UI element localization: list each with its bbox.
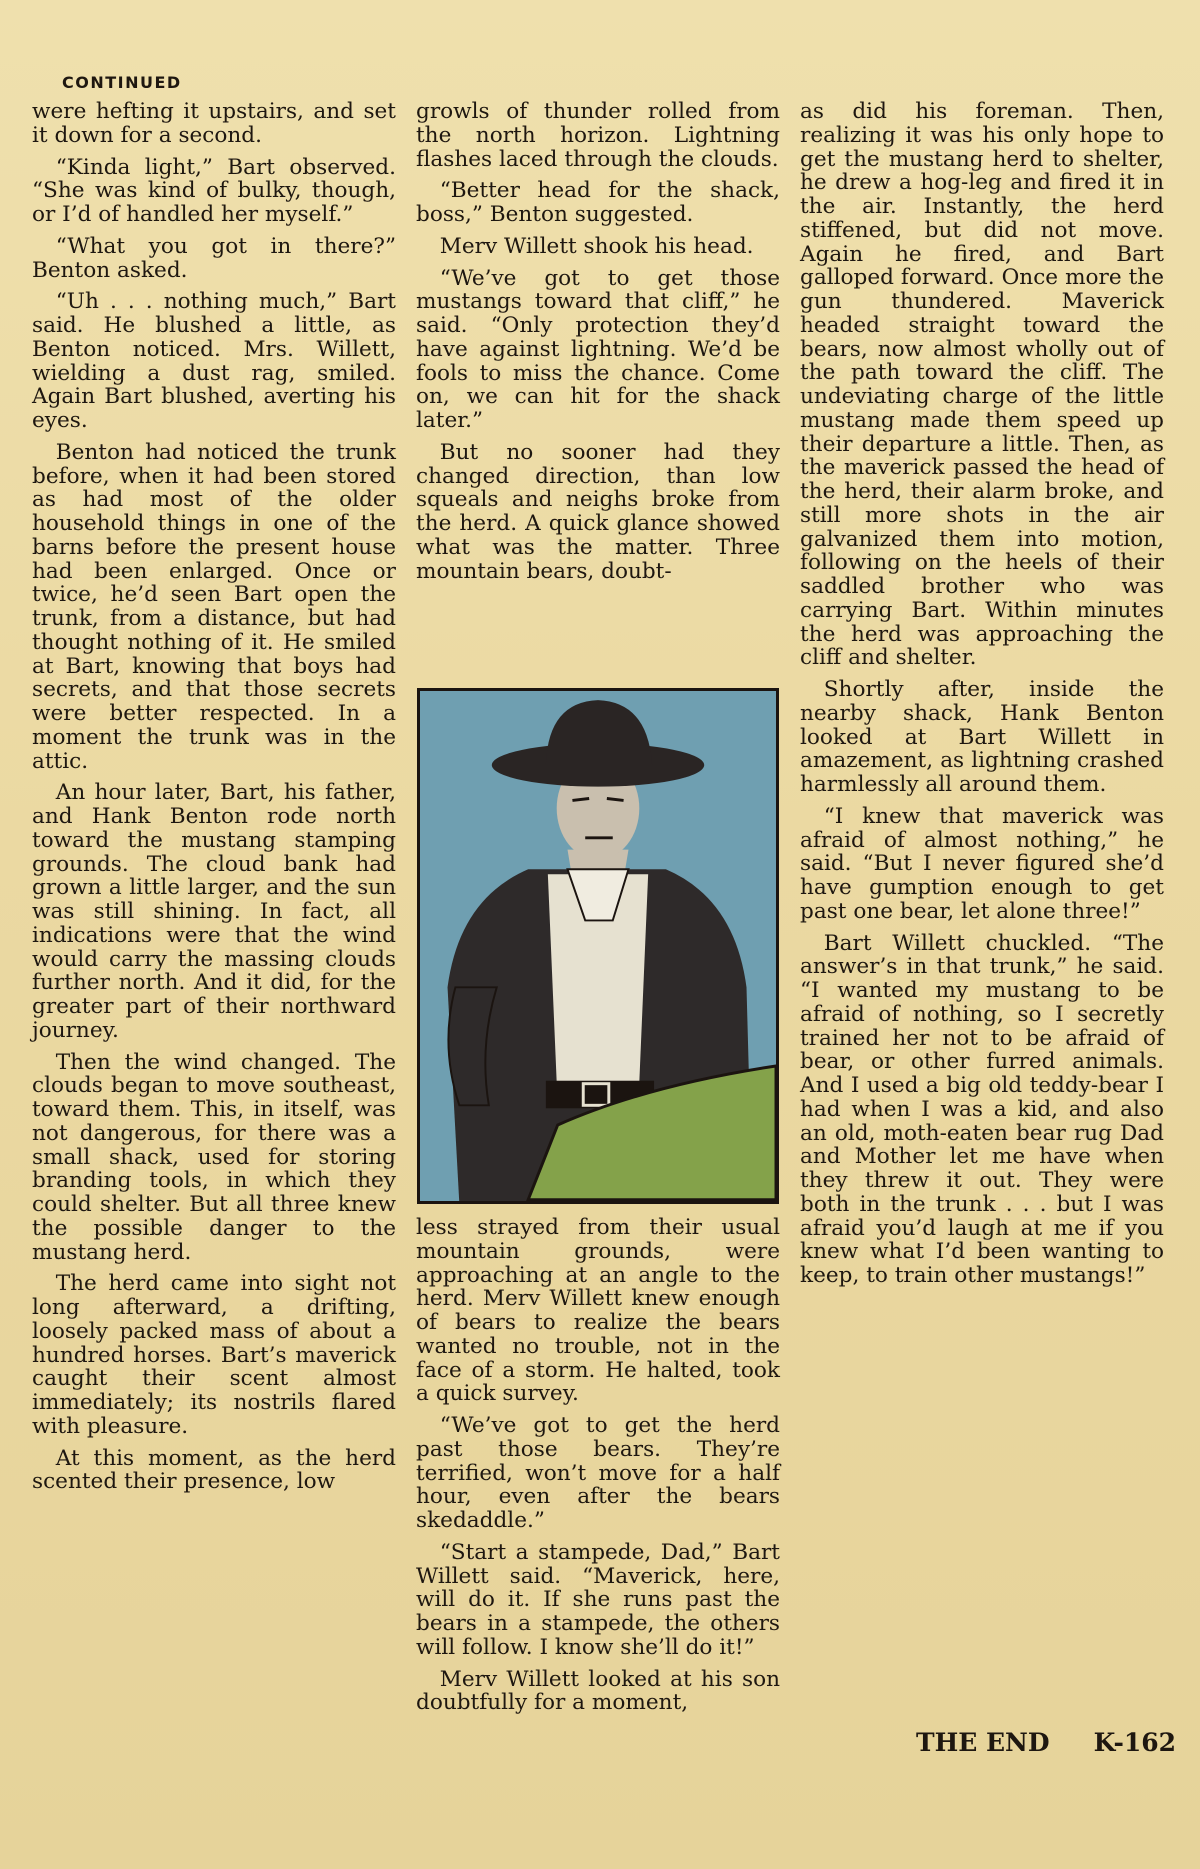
paragraph: “We’ve got to get the herd past those bears. They’re terrified, won’t move for a half hour, even after the bears skedaddle.” (416, 1413, 780, 1533)
paragraph: Merv Willett shook his head. (439, 233, 754, 259)
paragraph: “We’ve got to get those mustangs toward that cliff,” he said. “Only protection they’d have against lightning. We’d be fools to miss the chance. Come on, we can hit for the shack later.” (416, 265, 780, 433)
paragraph: An hour later, Bart, his father, and Hank Benton rode north toward the mustang stamping grounds. The cloud bank had grown a little larger, and the sun was still shining. In fact, all indications were that the wind would carry the massing clouds further north. And it did, for the greater part of their northward journey. (32, 780, 396, 1043)
text-column-2-top (416, 100, 780, 591)
paragraph: “Start a stampede, Dad,” Bart Willett said. “Maverick, here, will do it. If she runs past the bears in a stampede, the others will follow. I know she’ll do it!” (416, 1539, 780, 1660)
paragraph: “Kinda light,” Bart observed. “She was kind of bulky, though, or I’d of handled her myself.” (32, 154, 396, 227)
text-column-2-bottom (416, 1216, 780, 1723)
paragraph: But no sooner had they changed direction, than low squeals and neighs broke from the herd. A quick glance showed what was the matter. Three mountain bears, doubt- (416, 439, 780, 584)
continued-label: CONTINUED (62, 73, 182, 92)
paragraph: Bart Willett chuckled. “The answer’s in that trunk,” he said. “I wanted my mustang to be afraid of nothing, so I secretly trained her not to be afraid of bear, or other furred animals. And I used a big old teddy-bear I had when I was a kid, and also an old, moth-eaten bear rug Dad and Mother let me have when they threw it out. They were both in the trunk . . . but I was afraid you’d laugh at me if you knew what I’d been wanting to keep, to train other mustangs!” (800, 930, 1164, 1288)
paragraph: growls of thunder rolled from the north horizon. Lightning flashes laced through the clouds. (416, 99, 780, 172)
the-end-label: THE END (916, 1728, 1050, 1757)
paragraph: At this moment, as the herd scented their presence, low (32, 1445, 396, 1495)
page-code: K-162 (1093, 1728, 1177, 1757)
paragraph: as did his foreman. Then, realizing it was his only hope to get the mustang herd to shelter, he drew a hog-leg and fired it in the air. Instantly, the herd stiffened, but did not move. Again he fired, and Bart galloped forward. Once more the gun thundered. Maverick headed straight toward the bears, now almost wholly out of the path toward the cliff. The undeviating charge of the little mustang made them speed up their departure a little. Then, as the maverick passed the head of the herd, their alarm broke, and still more shots in the air galvanized them into motion, following on the heels of their saddled brother who was carrying Bart. Within minutes the herd was approaching the cliff and shelter. (800, 99, 1164, 671)
paragraph: were hefting it upstairs, and set it down for a second. (32, 99, 396, 148)
paragraph: Then the wind changed. The clouds began to move southeast, toward them. This, in itself, was not dangerous, for there was a small shack, used for storing branding tools, in which they could shelter. But all three knew the possible danger to the mustang herd. (32, 1049, 396, 1265)
paragraph: Merv Willett looked at his son doubtfully for a moment, (416, 1666, 780, 1716)
paragraph: The herd came into sight not long afterward, a drifting, loosely packed mass of about a hundred horses. Bart’s maverick caught their scent almost immediately; its nostrils flared with pleasure. (32, 1271, 396, 1439)
paragraph: less strayed from their usual mountain grounds, were approaching at an angle to the herd. Merv Willett knew enough of bears to realize the bears wanted no trouble, not in the face of a storm. He halted, took a quick survey. (416, 1215, 780, 1407)
text-column-1 (32, 100, 396, 1502)
paragraph: “Better head for the shack, boss,” Benton suggested. (416, 178, 780, 227)
text-column-3 (800, 100, 1164, 1296)
cowboy-illustration (420, 691, 776, 1201)
paragraph: “Uh . . . nothing much,” Bart said. He blushed a little, as Benton noticed. Mrs. Willett, wielding a dust rag, smiled. Again Bart blushed, averting his eyes. (32, 289, 396, 433)
paragraph: Shortly after, inside the nearby shack, Hank Benton looked at Bart Willett in amazement, as lightning crashed harmlessly all around them. (800, 677, 1164, 797)
paragraph: Benton had noticed the trunk before, when it had been stored as had most of the older household things in one of the barns before the present house had been enlarged. Once or twice, he’d seen Bart open the trunk, from a distance, but had thought nothing of it. He smiled at Bart, knowing that boys had secrets, and that those secrets were better respected. In a moment the trunk was in the attic. (32, 439, 396, 774)
paragraph: “I knew that maverick was afraid of almost nothing,” he said. “But I never figured she’d have gumption enough to get past one bear, let alone three!” (800, 803, 1164, 924)
paragraph: “What you got in there?” Benton asked. (32, 233, 396, 283)
cowboy-illustration-panel (417, 688, 779, 1204)
footer (916, 1728, 1176, 1757)
